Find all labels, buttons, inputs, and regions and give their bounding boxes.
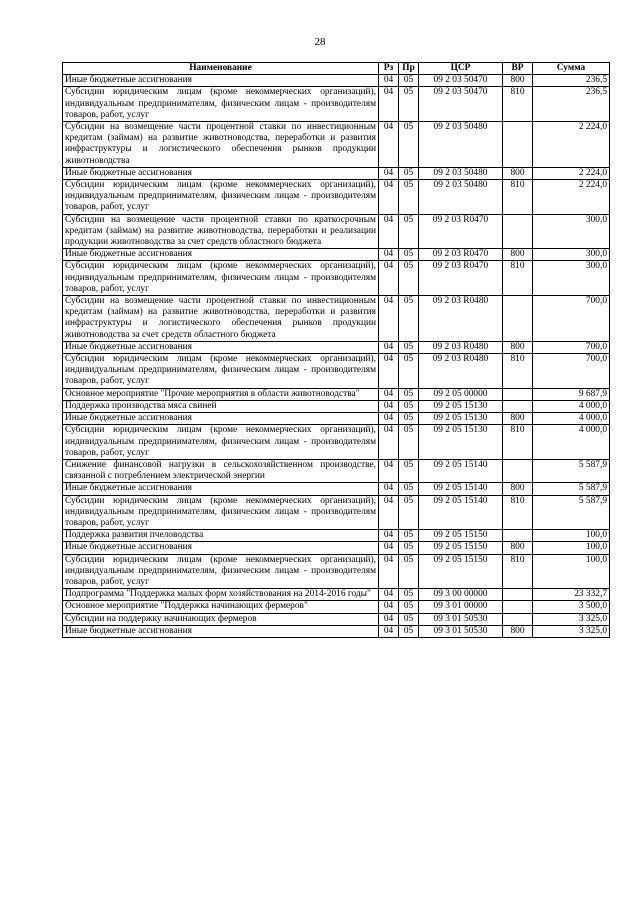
cell-csr: 09 2 03 R0470 <box>419 249 503 261</box>
table-row <box>63 388 610 400</box>
cell-name: Субсидии юридическим лицам (кроме некоммерческих организаций), индивидуальным предпринимателям, физическим лицам - производителям товаров, работ, услуг <box>63 261 379 296</box>
cell-vr <box>503 296 533 342</box>
cell-pr: 05 <box>399 495 419 530</box>
header-csr: ЦСР <box>419 63 503 75</box>
cell-rz: 04 <box>379 625 399 637</box>
cell-pr: 05 <box>399 601 419 613</box>
cell-vr: 810 <box>503 261 533 296</box>
cell-vr <box>503 400 533 412</box>
cell-csr: 09 3 01 50530 <box>419 613 503 625</box>
cell-vr <box>503 601 533 613</box>
cell-csr: 09 2 05 15130 <box>419 413 503 425</box>
cell-rz: 04 <box>379 530 399 542</box>
cell-csr: 09 2 05 15150 <box>419 542 503 554</box>
cell-rz: 04 <box>379 180 399 215</box>
cell-pr: 05 <box>399 459 419 482</box>
cell-name: Иные бюджетные ассигнования <box>63 249 379 261</box>
cell-name: Субсидии на возмещение части процентной ставки по инвестиционным кредитам (займам) на развитие животноводства, переработки и развития инфраструктуры и логистического обеспечения рынков продукции животноводства за счет средств областного бюджета <box>63 296 379 342</box>
cell-csr: 09 2 05 15130 <box>419 425 503 460</box>
header-pr: Пр <box>399 63 419 75</box>
table-row <box>63 167 610 179</box>
cell-pr: 05 <box>399 167 419 179</box>
cell-sum: 5 587,9 <box>533 483 610 495</box>
cell-rz: 04 <box>379 261 399 296</box>
cell-sum: 5 587,9 <box>533 459 610 482</box>
cell-sum: 3 325,0 <box>533 613 610 625</box>
cell-csr: 09 2 03 50480 <box>419 180 503 215</box>
cell-pr: 05 <box>399 589 419 601</box>
table-row <box>63 554 610 589</box>
cell-name: Основное мероприятие "Поддержка начинающих фермеров" <box>63 601 379 613</box>
cell-vr: 810 <box>503 554 533 589</box>
table-row <box>63 625 610 637</box>
cell-rz: 04 <box>379 542 399 554</box>
table-row <box>63 495 610 530</box>
cell-name: Субсидии юридическим лицам (кроме некоммерческих организаций), индивидуальным предпринимателям, физическим лицам - производителям товаров, работ, услуг <box>63 87 379 122</box>
cell-vr: 800 <box>503 75 533 87</box>
cell-csr: 09 3 01 00000 <box>419 601 503 613</box>
cell-pr: 05 <box>399 554 419 589</box>
cell-name: Основное мероприятие "Прочие мероприятия в области животноводства" <box>63 388 379 400</box>
cell-pr: 05 <box>399 400 419 412</box>
cell-pr: 05 <box>399 530 419 542</box>
cell-pr: 05 <box>399 354 419 389</box>
table-header-row <box>63 63 610 75</box>
cell-sum: 100,0 <box>533 530 610 542</box>
cell-sum: 2 224,0 <box>533 180 610 215</box>
cell-rz: 04 <box>379 87 399 122</box>
cell-csr: 09 2 05 15130 <box>419 400 503 412</box>
cell-csr: 09 2 05 15150 <box>419 530 503 542</box>
table-row <box>63 413 610 425</box>
cell-csr: 09 2 03 R0470 <box>419 261 503 296</box>
cell-pr: 05 <box>399 625 419 637</box>
cell-rz: 04 <box>379 214 399 249</box>
cell-vr <box>503 214 533 249</box>
cell-vr <box>503 122 533 168</box>
cell-name: Субсидии юридическим лицам (кроме некоммерческих организаций), индивидуальным предпринимателям, физическим лицам - производителям товаров, работ, услуг <box>63 495 379 530</box>
cell-sum: 700,0 <box>533 341 610 353</box>
cell-sum: 100,0 <box>533 542 610 554</box>
table-row <box>63 214 610 249</box>
cell-vr <box>503 459 533 482</box>
cell-pr: 05 <box>399 214 419 249</box>
cell-rz: 04 <box>379 167 399 179</box>
cell-vr: 800 <box>503 625 533 637</box>
cell-name: Поддержка производства мяса свиней <box>63 400 379 412</box>
cell-sum: 700,0 <box>533 296 610 342</box>
table-row <box>63 542 610 554</box>
cell-csr: 09 2 03 50470 <box>419 75 503 87</box>
cell-csr: 09 2 03 R0480 <box>419 354 503 389</box>
cell-vr: 810 <box>503 354 533 389</box>
cell-rz: 04 <box>379 249 399 261</box>
cell-rz: 04 <box>379 122 399 168</box>
cell-pr: 05 <box>399 87 419 122</box>
table-row <box>63 400 610 412</box>
cell-pr: 05 <box>399 388 419 400</box>
cell-vr <box>503 613 533 625</box>
table-row <box>63 483 610 495</box>
cell-name: Субсидии юридическим лицам (кроме некоммерческих организаций), индивидуальным предпринимателям, физическим лицам - производителям товаров, работ, услуг <box>63 354 379 389</box>
cell-name: Иные бюджетные ассигнования <box>63 413 379 425</box>
cell-rz: 04 <box>379 388 399 400</box>
cell-name: Снижение финансовой нагрузки в сельскохозяйственном производстве, связанной с потреблением электрической энергии <box>63 459 379 482</box>
cell-pr: 05 <box>399 75 419 87</box>
cell-pr: 05 <box>399 296 419 342</box>
cell-csr: 09 2 03 R0480 <box>419 341 503 353</box>
cell-csr: 09 2 05 15150 <box>419 554 503 589</box>
cell-vr: 810 <box>503 180 533 215</box>
budget-table <box>62 62 610 638</box>
cell-csr: 09 2 03 50480 <box>419 122 503 168</box>
cell-csr: 09 2 03 50480 <box>419 167 503 179</box>
cell-sum: 236,5 <box>533 87 610 122</box>
cell-csr: 09 2 05 15140 <box>419 459 503 482</box>
cell-csr: 09 3 00 00000 <box>419 589 503 601</box>
cell-rz: 04 <box>379 589 399 601</box>
table-row <box>63 296 610 342</box>
cell-rz: 04 <box>379 341 399 353</box>
cell-pr: 05 <box>399 249 419 261</box>
cell-sum: 300,0 <box>533 249 610 261</box>
header-rz: Рз <box>379 63 399 75</box>
cell-pr: 05 <box>399 413 419 425</box>
cell-vr: 800 <box>503 341 533 353</box>
cell-sum: 300,0 <box>533 214 610 249</box>
cell-sum: 700,0 <box>533 354 610 389</box>
cell-sum: 5 587,9 <box>533 495 610 530</box>
cell-rz: 04 <box>379 400 399 412</box>
cell-rz: 04 <box>379 296 399 342</box>
cell-vr <box>503 530 533 542</box>
table-row <box>63 75 610 87</box>
cell-rz: 04 <box>379 483 399 495</box>
table-row <box>63 354 610 389</box>
cell-vr: 800 <box>503 167 533 179</box>
cell-pr: 05 <box>399 261 419 296</box>
table-row <box>63 87 610 122</box>
cell-vr: 810 <box>503 425 533 460</box>
cell-sum: 9 687,9 <box>533 388 610 400</box>
cell-sum: 4 000,0 <box>533 425 610 460</box>
header-vr: ВР <box>503 63 533 75</box>
cell-rz: 04 <box>379 413 399 425</box>
cell-vr <box>503 388 533 400</box>
cell-name: Субсидии на возмещение части процентной ставки по краткосрочным кредитам (займам) на развитие животноводства, переработки и реализации продукции животноводства за счет средств областного бюджета <box>63 214 379 249</box>
cell-sum: 4 000,0 <box>533 400 610 412</box>
cell-csr: 09 2 03 50470 <box>419 87 503 122</box>
cell-vr: 810 <box>503 87 533 122</box>
cell-rz: 04 <box>379 425 399 460</box>
cell-name: Поддержка развития пчеловодства <box>63 530 379 542</box>
cell-rz: 04 <box>379 459 399 482</box>
header-name: Наименование <box>63 63 379 75</box>
table-row <box>63 459 610 482</box>
cell-rz: 04 <box>379 75 399 87</box>
cell-name: Субсидии юридическим лицам (кроме некоммерческих организаций), индивидуальным предпринимателям, физическим лицам - производителям товаров, работ, услуг <box>63 180 379 215</box>
cell-csr: 09 2 05 15140 <box>419 495 503 530</box>
cell-sum: 2 224,0 <box>533 122 610 168</box>
table-row <box>63 261 610 296</box>
cell-vr: 800 <box>503 542 533 554</box>
cell-csr: 09 2 05 15140 <box>419 483 503 495</box>
table-row <box>63 180 610 215</box>
cell-pr: 05 <box>399 122 419 168</box>
cell-csr: 09 3 01 50530 <box>419 625 503 637</box>
cell-sum: 3 500,0 <box>533 601 610 613</box>
cell-vr: 810 <box>503 495 533 530</box>
cell-rz: 04 <box>379 613 399 625</box>
cell-vr: 800 <box>503 249 533 261</box>
table-row <box>63 249 610 261</box>
table-row <box>63 122 610 168</box>
cell-name: Подпрограмма "Поддержка малых форм хозяйствования на 2014-2016 годы" <box>63 589 379 601</box>
table-row <box>63 341 610 353</box>
cell-csr: 09 2 03 R0480 <box>419 296 503 342</box>
cell-sum: 300,0 <box>533 261 610 296</box>
cell-name: Субсидии юридическим лицам (кроме некоммерческих организаций), индивидуальным предпринимателям, физическим лицам - производителям товаров, работ, услуг <box>63 425 379 460</box>
cell-name: Иные бюджетные ассигнования <box>63 75 379 87</box>
cell-name: Иные бюджетные ассигнования <box>63 542 379 554</box>
cell-pr: 05 <box>399 613 419 625</box>
cell-rz: 04 <box>379 601 399 613</box>
table-row <box>63 613 610 625</box>
cell-pr: 05 <box>399 341 419 353</box>
cell-csr: 09 2 03 R0470 <box>419 214 503 249</box>
cell-sum: 2 224,0 <box>533 167 610 179</box>
cell-vr: 800 <box>503 413 533 425</box>
header-sum: Сумма <box>533 63 610 75</box>
cell-sum: 236,5 <box>533 75 610 87</box>
cell-rz: 04 <box>379 354 399 389</box>
cell-name: Иные бюджетные ассигнования <box>63 625 379 637</box>
cell-pr: 05 <box>399 180 419 215</box>
table-row <box>63 425 610 460</box>
cell-name: Субсидии юридическим лицам (кроме некоммерческих организаций), индивидуальным предпринимателям, физическим лицам - производителям товаров, работ, услуг <box>63 554 379 589</box>
cell-pr: 05 <box>399 425 419 460</box>
cell-name: Субсидии на возмещение части процентной ставки по инвестиционным кредитам (займам) на развитие животноводства, переработки и развития инфраструктуры и логистического обеспечения рынков продукции животноводства <box>63 122 379 168</box>
cell-csr: 09 2 05 00000 <box>419 388 503 400</box>
table-row <box>63 589 610 601</box>
cell-name: Иные бюджетные ассигнования <box>63 167 379 179</box>
cell-sum: 4 000,0 <box>533 413 610 425</box>
cell-name: Субсидии на поддержку начинающих фермеров <box>63 613 379 625</box>
table-row <box>63 530 610 542</box>
cell-rz: 04 <box>379 554 399 589</box>
cell-rz: 04 <box>379 495 399 530</box>
cell-pr: 05 <box>399 542 419 554</box>
cell-name: Иные бюджетные ассигнования <box>63 341 379 353</box>
page-number: 28 <box>314 36 326 48</box>
cell-sum: 23 332,7 <box>533 589 610 601</box>
cell-vr: 800 <box>503 483 533 495</box>
cell-sum: 100,0 <box>533 554 610 589</box>
cell-name: Иные бюджетные ассигнования <box>63 483 379 495</box>
cell-vr <box>503 589 533 601</box>
cell-sum: 3 325,0 <box>533 625 610 637</box>
cell-pr: 05 <box>399 483 419 495</box>
table-row <box>63 601 610 613</box>
